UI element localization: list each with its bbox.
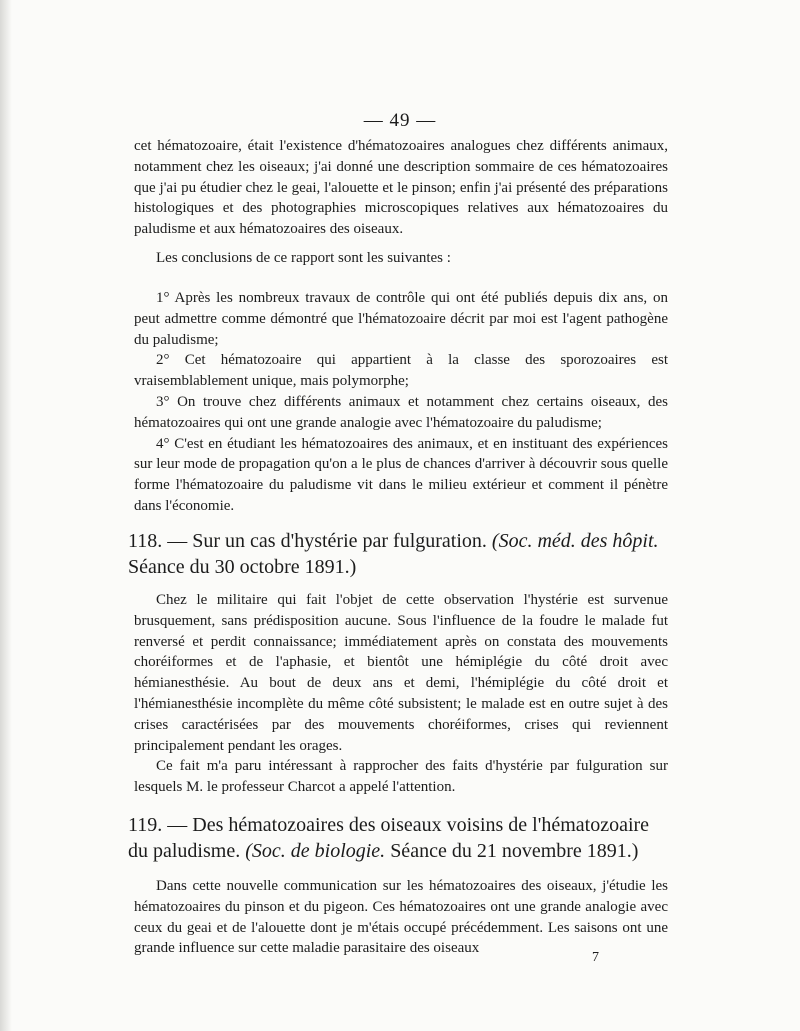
- section-118-title: — Sur un cas d'hystérie par fulguration.: [167, 530, 487, 552]
- signature-mark: 7: [592, 950, 599, 965]
- conclusions-intro: Les conclusions de ce rapport sont les suivantes :: [156, 250, 451, 266]
- section-118-paragraph: Ce fait m'a paru intéressant à rapprocher des faits d'hystérie par fulguration sur lesquels M. le professeur Charcot a appelé l'attention.: [134, 758, 668, 796]
- section-118-heading: [128, 528, 673, 580]
- section-119-number: 119.: [128, 814, 163, 836]
- section-118-number: 118.: [128, 530, 163, 552]
- conclusion-item: 3° On trouve chez différents animaux et notamment chez certains oiseaux, des hématozoaires qui ont une grande analogie avec l'hématozoaire du paludisme;: [134, 393, 668, 431]
- section-118-body: [134, 590, 668, 798]
- conclusion-item: 2° Cet hématozoaire qui appartient à la classe des sporozoaires est vraisemblablement unique, mais polymorphe;: [134, 352, 668, 390]
- intro-paragraph: cet hématozoaire, était l'existence d'hématozoaires analogues chez différents animaux, notamment chez les oiseaux; j'ai donné une description sommaire de ces hématozoaires que j'ai pu étudier chez le geai, l'alouette et le pinson; enfin j'ai présenté des préparations histologiques et des photographies microscopiques relatives aux hématozoaires du paludisme et aux hématozoaires des oiseaux.: [134, 138, 668, 238]
- conclusions-intro-block: [134, 248, 668, 269]
- conclusion-item: 4° C'est en étudiant les hématozoaires des animaux, et en instituant des expériences sur leur mode de propagation qu'on a le plus de chances d'arriver à découvrir sous quelle forme l'hématozoaire du paludisme vit dans le milieu extérieur et comment il pénètre dans l'économie.: [134, 435, 668, 514]
- section-118-date: Séance du 30 octobre 1891.): [128, 556, 357, 578]
- section-118-source: (Soc. méd. des hôpit.: [491, 530, 659, 552]
- section-119-source: (Soc. de biologie.: [245, 840, 386, 862]
- section-119-paragraph: Dans cette nouvelle communication sur les hématozoaires des oiseaux, j'étudie les hématozoaires du pinson et du pigeon. Ces hématozoaires ont une grande analogie avec ceux du geai et de l'alouette dont je m'étais occupé précédemment. Les saisons ont une grande influence sur cette maladie parasitaire des oiseaux: [134, 878, 668, 957]
- section-119-date: Séance du 21 novembre 1891.): [390, 840, 639, 862]
- section-119-heading: [128, 812, 673, 864]
- page-number: — 49 —: [363, 110, 437, 131]
- intro-block: [134, 136, 668, 240]
- section-119-title: — Des hématozoaires des oiseaux voisins de l'hématozoaire du paludisme.: [128, 814, 650, 862]
- page-edge-shadow: [0, 0, 12, 1031]
- conclusions-list: [134, 288, 668, 517]
- section-119-body: [134, 876, 668, 959]
- section-118-paragraph: Chez le militaire qui fait l'objet de cette observation l'hystérie est survenue brusquement, sans prédisposition aucune. Sous l'influence de la foudre le malade fut renversé et perdit connaissance; immédiatement après on constata des mouvements choréiformes et de l'aphasie, et bientôt une hémiplégie du côté droit avec hémianesthésie. Au bout de deux ans et demi, l'hémiplégie du côté droit et l'hémianesthésie incomplète du même côté subsistent; le malade est en outre sujet à des crises caractérisées par des mouvements choréiformes, crises qui reviennent principalement pendant les orages.: [134, 592, 668, 754]
- conclusion-item: 1° Après les nombreux travaux de contrôle qui ont été publiés depuis dix ans, on peut admettre comme démontré que l'hématozoaire décrit par moi est l'agent pathogène du paludisme;: [134, 290, 668, 348]
